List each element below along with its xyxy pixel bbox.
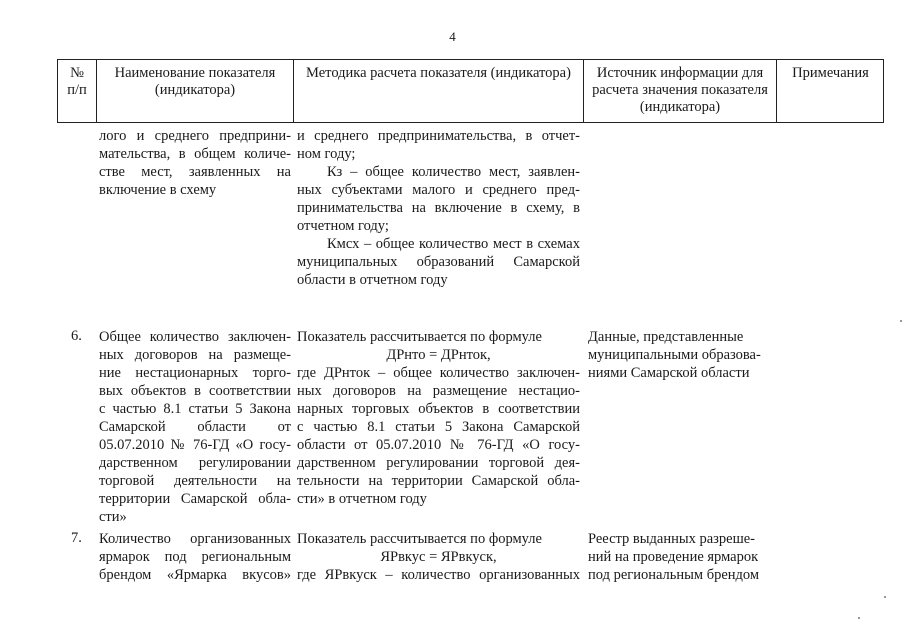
table-row-6-name: Общее количество заключен- ных договоров на размеще- ние нестационарных торго- вых объектов в соответствии с частью 8.1 статьи 5 Закона Самарской области от 05.07.2010 № 76-ГД «О госу- дарственном регулировании торговой деятельности на территории Самарской обла- сти»	[99, 329, 291, 525]
row-number: 6.	[71, 328, 82, 344]
table-row-6-method: Показатель рассчитывается по формуле ДРнто = ДРнток, где ДРнток – общее количество заключен- ных договоров на размещение нестацио- нарных торговых объектов в соответствии с частью 8.1 статьи 5 Закона Самарской области от 05.07.2010 № 76-ГД «О госу- дарственном регулировании торговой дея- тельности на территории Самарской обла- сти» в отчетном году	[297, 329, 580, 507]
table-row-7-source: Реестр выданных разреше- ний на проведение ярмарок под региональным брендом	[588, 531, 760, 583]
scan-speck	[884, 596, 886, 598]
scan-speck	[900, 320, 902, 322]
header-col-source: Источник информации для расчета значения показателя (индикатора)	[592, 65, 768, 115]
scan-speck	[858, 617, 860, 619]
table-row-6-source: Данные, представленные муниципальными образова- ниями Самарской области	[588, 329, 761, 381]
header-col-note: Примечания	[792, 65, 869, 81]
table-row-7-method: Показатель рассчитывается по формуле ЯРвкус = ЯРвкуск, где ЯРвкуск – количество организованных	[297, 531, 580, 583]
table-row-continued-method: и среднего предпринимательства, в отчет- ном году; Кз – общее количество мест, заявлен- ных субъектами малого и среднего пред- принимательства на включение в схему, в отчетном году; Кмсх – общее количество мест в схемах муниципальных образований Самарской области в отчетном году	[297, 128, 580, 288]
table-row-continued-name: лого и среднего предприни- мательства, в общем количе- стве мест, заявленных на включение в схему	[99, 128, 291, 198]
row-number: 7.	[71, 530, 82, 546]
page-number: 4	[449, 29, 456, 44]
table-row-7-name: Количество организованных ярмарок под региональным брендом «Ярмарка вкусов»	[99, 531, 291, 583]
header-col-number: № п/п	[67, 65, 87, 98]
header-col-method: Методика расчета показателя (индикатора)	[306, 65, 571, 81]
header-col-name: Наименование показателя (индикатора)	[114, 65, 276, 98]
